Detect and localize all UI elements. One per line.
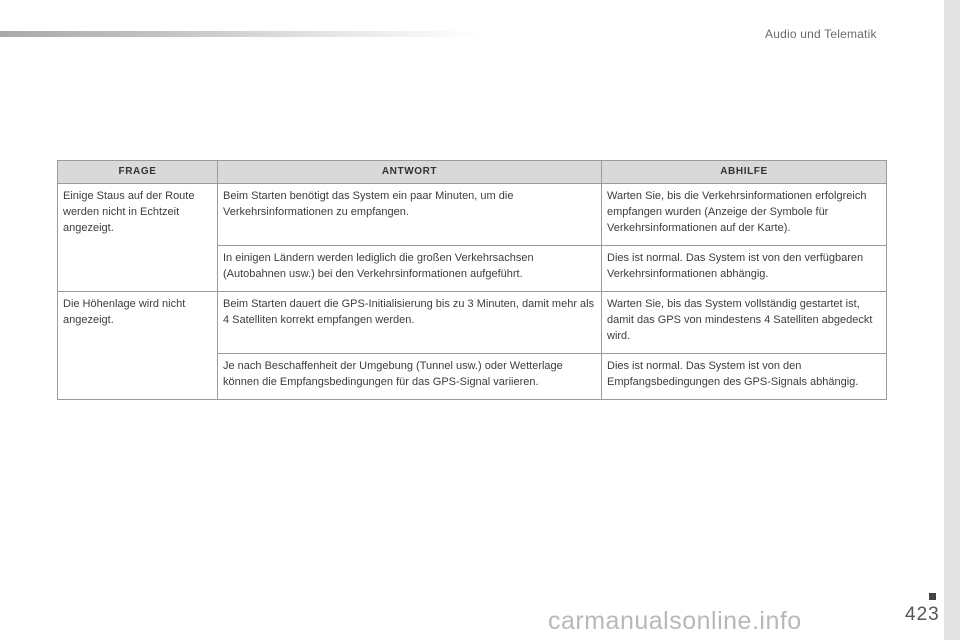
answer-cell: Je nach Beschaffenheit der Umgebung (Tunnel usw.) oder Wetterlage können die Empfangsbedingungen für das GPS-Signal variieren. [218, 354, 602, 400]
column-header-frage: FRAGE [58, 161, 218, 184]
question-cell: Die Höhenlage wird nicht angezeigt. [58, 292, 218, 400]
question-cell: Einige Staus auf der Route werden nicht in Echtzeit angezeigt. [58, 184, 218, 292]
remedy-cell: Dies ist normal. Das System ist von den Empfangsbedingungen des GPS-Signals abhängig. [602, 354, 887, 400]
remedy-cell: Warten Sie, bis das System vollständig gestartet ist, damit das GPS von mindestens 4 Satelliten abgedeckt wird. [602, 292, 887, 354]
faq-table [57, 160, 887, 400]
page-number: 423 [905, 604, 940, 625]
page-marker-square [929, 593, 936, 600]
table-row [58, 292, 887, 354]
header-gradient-bar [0, 31, 480, 37]
section-title: Audio und Telematik [765, 27, 877, 41]
column-header-antwort: ANTWORT [218, 161, 602, 184]
column-header-abhilfe: ABHILFE [602, 161, 887, 184]
remedy-cell: Warten Sie, bis die Verkehrsinformationen erfolgreich empfangen wurden (Anzeige der Symbole für Verkehrsinformationen auf der Karte). [602, 184, 887, 246]
page-edge-strip [944, 0, 960, 640]
watermark: carmanualsonline.info [548, 607, 802, 635]
answer-cell: In einigen Ländern werden lediglich die großen Verkehrsachsen (Autobahnen usw.) bei den Verkehrsinformationen aufgeführt. [218, 246, 602, 292]
table-row [58, 184, 887, 246]
table-header-row [58, 161, 887, 184]
answer-cell: Beim Starten benötigt das System ein paar Minuten, um die Verkehrsinformationen zu empfangen. [218, 184, 602, 246]
answer-cell: Beim Starten dauert die GPS-Initialisierung bis zu 3 Minuten, damit mehr als 4 Satelliten korrekt empfangen werden. [218, 292, 602, 354]
remedy-cell: Dies ist normal. Das System ist von den verfügbaren Verkehrsinformationen abhängig. [602, 246, 887, 292]
